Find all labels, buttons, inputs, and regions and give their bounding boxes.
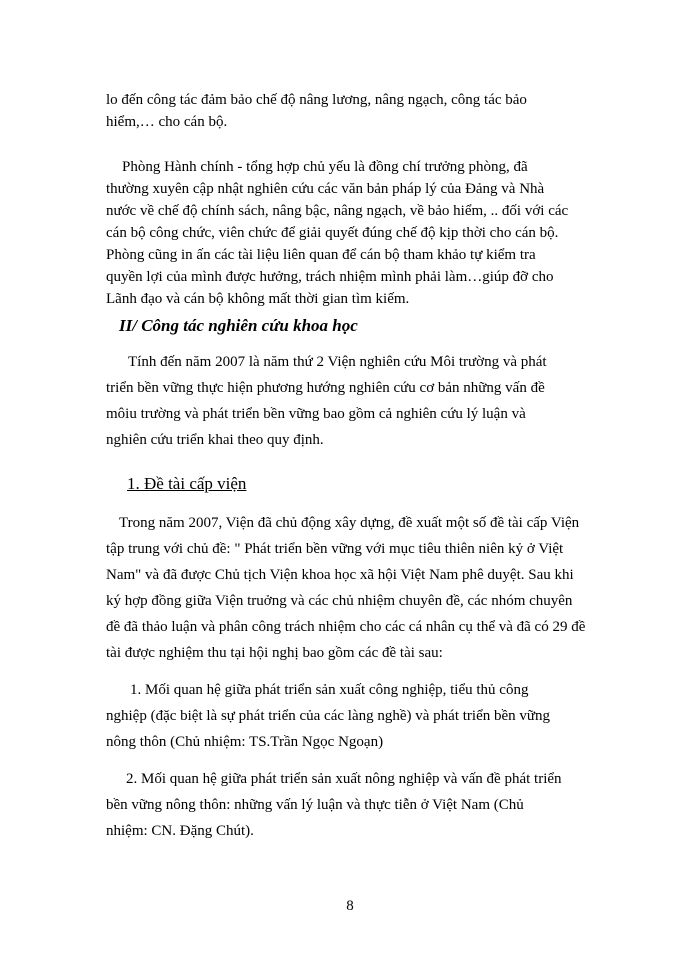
body-text-line: đề đã thảo luận và phân công trách nhiệm cho các cá nhân cụ thể và đã có 29 đề bbox=[106, 619, 586, 635]
body-text-line: triển bền vững thực hiện phương hướng nghiên cứu cơ bản những vấn đề bbox=[106, 380, 545, 396]
page-number: 8 bbox=[346, 898, 354, 914]
list-item-line: 1. Mối quan hệ giữa phát triển sản xuất công nghiệp, tiểu thủ công bbox=[130, 682, 529, 698]
list-item-line: 2. Mối quan hệ giữa phát triển sản xuất nông nghiệp và vấn đề phát triển bbox=[126, 771, 562, 787]
body-text-line: tập trung với chủ đề: " Phát triển bền vững với mục tiêu thiên niên kỷ ở Việt bbox=[106, 541, 564, 557]
body-text-line: ký hợp đồng giữa Viện truởng và các chủ nhiệm chuyên đề, các nhóm chuyên bbox=[106, 593, 573, 609]
body-text-line: lo đến công tác đảm bảo chế độ nâng lương, nâng ngạch, công tác bảo bbox=[106, 92, 527, 108]
body-text-line: Phòng cũng in ấn các tài liệu liên quan để cán bộ tham khảo tự kiểm tra bbox=[106, 247, 536, 263]
body-text-line: môiu trường và phát triển bền vững bao gồm cả nghiên cứu lý luận và bbox=[106, 406, 526, 422]
body-text-line: nghiên cứu triển khai theo quy định. bbox=[106, 432, 324, 448]
body-text-line: thường xuyên cập nhật nghiên cứu các văn bản pháp lý của Đảng và Nhà bbox=[106, 181, 545, 197]
body-text-line: cán bộ công chức, viên chức để giải quyết đúng chế độ kịp thời cho cán bộ. bbox=[106, 225, 559, 241]
body-text-line: Lãnh đạo và cán bộ không mất thời gian tìm kiếm. bbox=[106, 291, 410, 307]
body-text-line: Tính đến năm 2007 là năm thứ 2 Viện nghiên cứu Môi trường và phát bbox=[128, 354, 547, 370]
body-text-line: tài được nghiệm thu tại hội nghị bao gồm các đề tài sau: bbox=[106, 645, 443, 661]
body-text-line: hiểm,… cho cán bộ. bbox=[106, 114, 228, 130]
list-item-line: bền vững nông thôn: những vấn lý luận và thực tiễn ở Việt Nam (Chủ bbox=[106, 797, 524, 813]
subsection-heading: 1. Đề tài cấp viện bbox=[127, 474, 247, 493]
list-item-line: nhiệm: CN. Đặng Chút). bbox=[106, 823, 254, 839]
body-text-line: Trong năm 2007, Viện đã chủ động xây dựng, đề xuất một số đề tài cấp Viện bbox=[119, 515, 580, 531]
body-text-line: Nam" và đã được Chủ tịch Viện khoa học xã hội Việt Nam phê duyệt. Sau khi bbox=[106, 567, 574, 583]
list-item-line: nông thôn (Chủ nhiệm: TS.Trần Ngọc Ngoạn) bbox=[106, 734, 384, 750]
section-heading: II/ Công tác nghiên cứu khoa học bbox=[119, 316, 358, 335]
list-item-line: nghiệp (đặc biệt là sự phát triển của các làng nghề) và phát triển bền vững bbox=[106, 708, 551, 724]
body-text-line: nước về chế độ chính sách, nâng bậc, nâng ngạch, về bảo hiểm, .. đối với các bbox=[106, 203, 569, 219]
body-text-line: quyền lợi của mình được hưởng, trách nhiệm mình phải làm…giúp đỡ cho bbox=[106, 269, 554, 285]
body-text-line: Phòng Hành chính - tổng hợp chủ yếu là đồng chí trưởng phòng, đã bbox=[122, 159, 528, 175]
